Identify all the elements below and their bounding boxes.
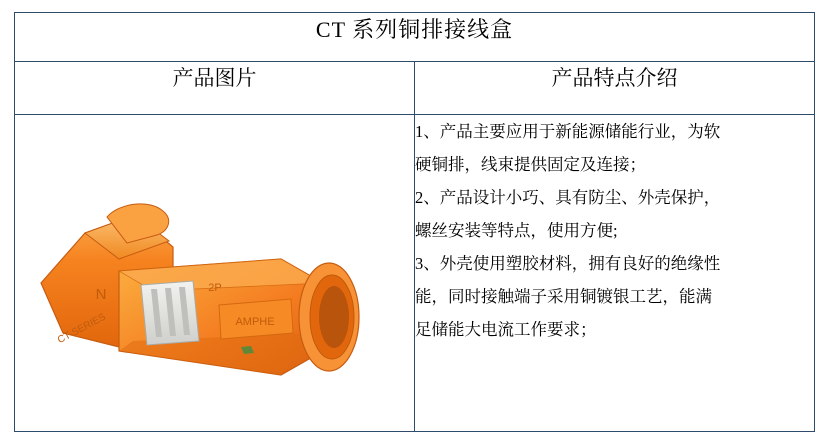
label-plate-text: AMPHE (235, 316, 275, 328)
marking-2p: 2P (208, 282, 222, 294)
feature-line: 能，同时接触端子采用铜镀银工艺，能满 (415, 287, 712, 306)
column-header-image: 产品图片 (15, 62, 415, 115)
connector-illustration (23, 155, 403, 405)
feature-line: 1、产品主要应用于新能源储能行业，为软 (415, 122, 721, 141)
product-spec-table (14, 12, 815, 432)
table-row-content (15, 115, 815, 432)
feature-line: 3、外壳使用塑胶材料，拥有良好的绝缘性 (415, 254, 721, 273)
column-header-features: 产品特点介绍 (415, 62, 815, 115)
feature-line: 2、产品设计小巧、具有防尘、外壳保护， (415, 188, 721, 207)
vent-block (141, 281, 199, 345)
table-row-headers (15, 62, 815, 115)
marking-n: N (95, 286, 107, 303)
table-row-title (15, 13, 815, 62)
feature-line: 足储能大电流工作要求； (415, 320, 597, 339)
page-title: CT 系列铜排接线盒 (15, 13, 815, 62)
front-bore-inner (319, 286, 349, 348)
product-image (15, 115, 414, 431)
product-features-cell (415, 115, 815, 432)
feature-line: 螺丝安装等特点，使用方便; (415, 221, 618, 240)
feature-line: 硬铜排，线束提供固定及连接； (415, 155, 646, 174)
marking-ct: CT-SERIES (55, 311, 108, 347)
product-image-cell (15, 115, 415, 432)
